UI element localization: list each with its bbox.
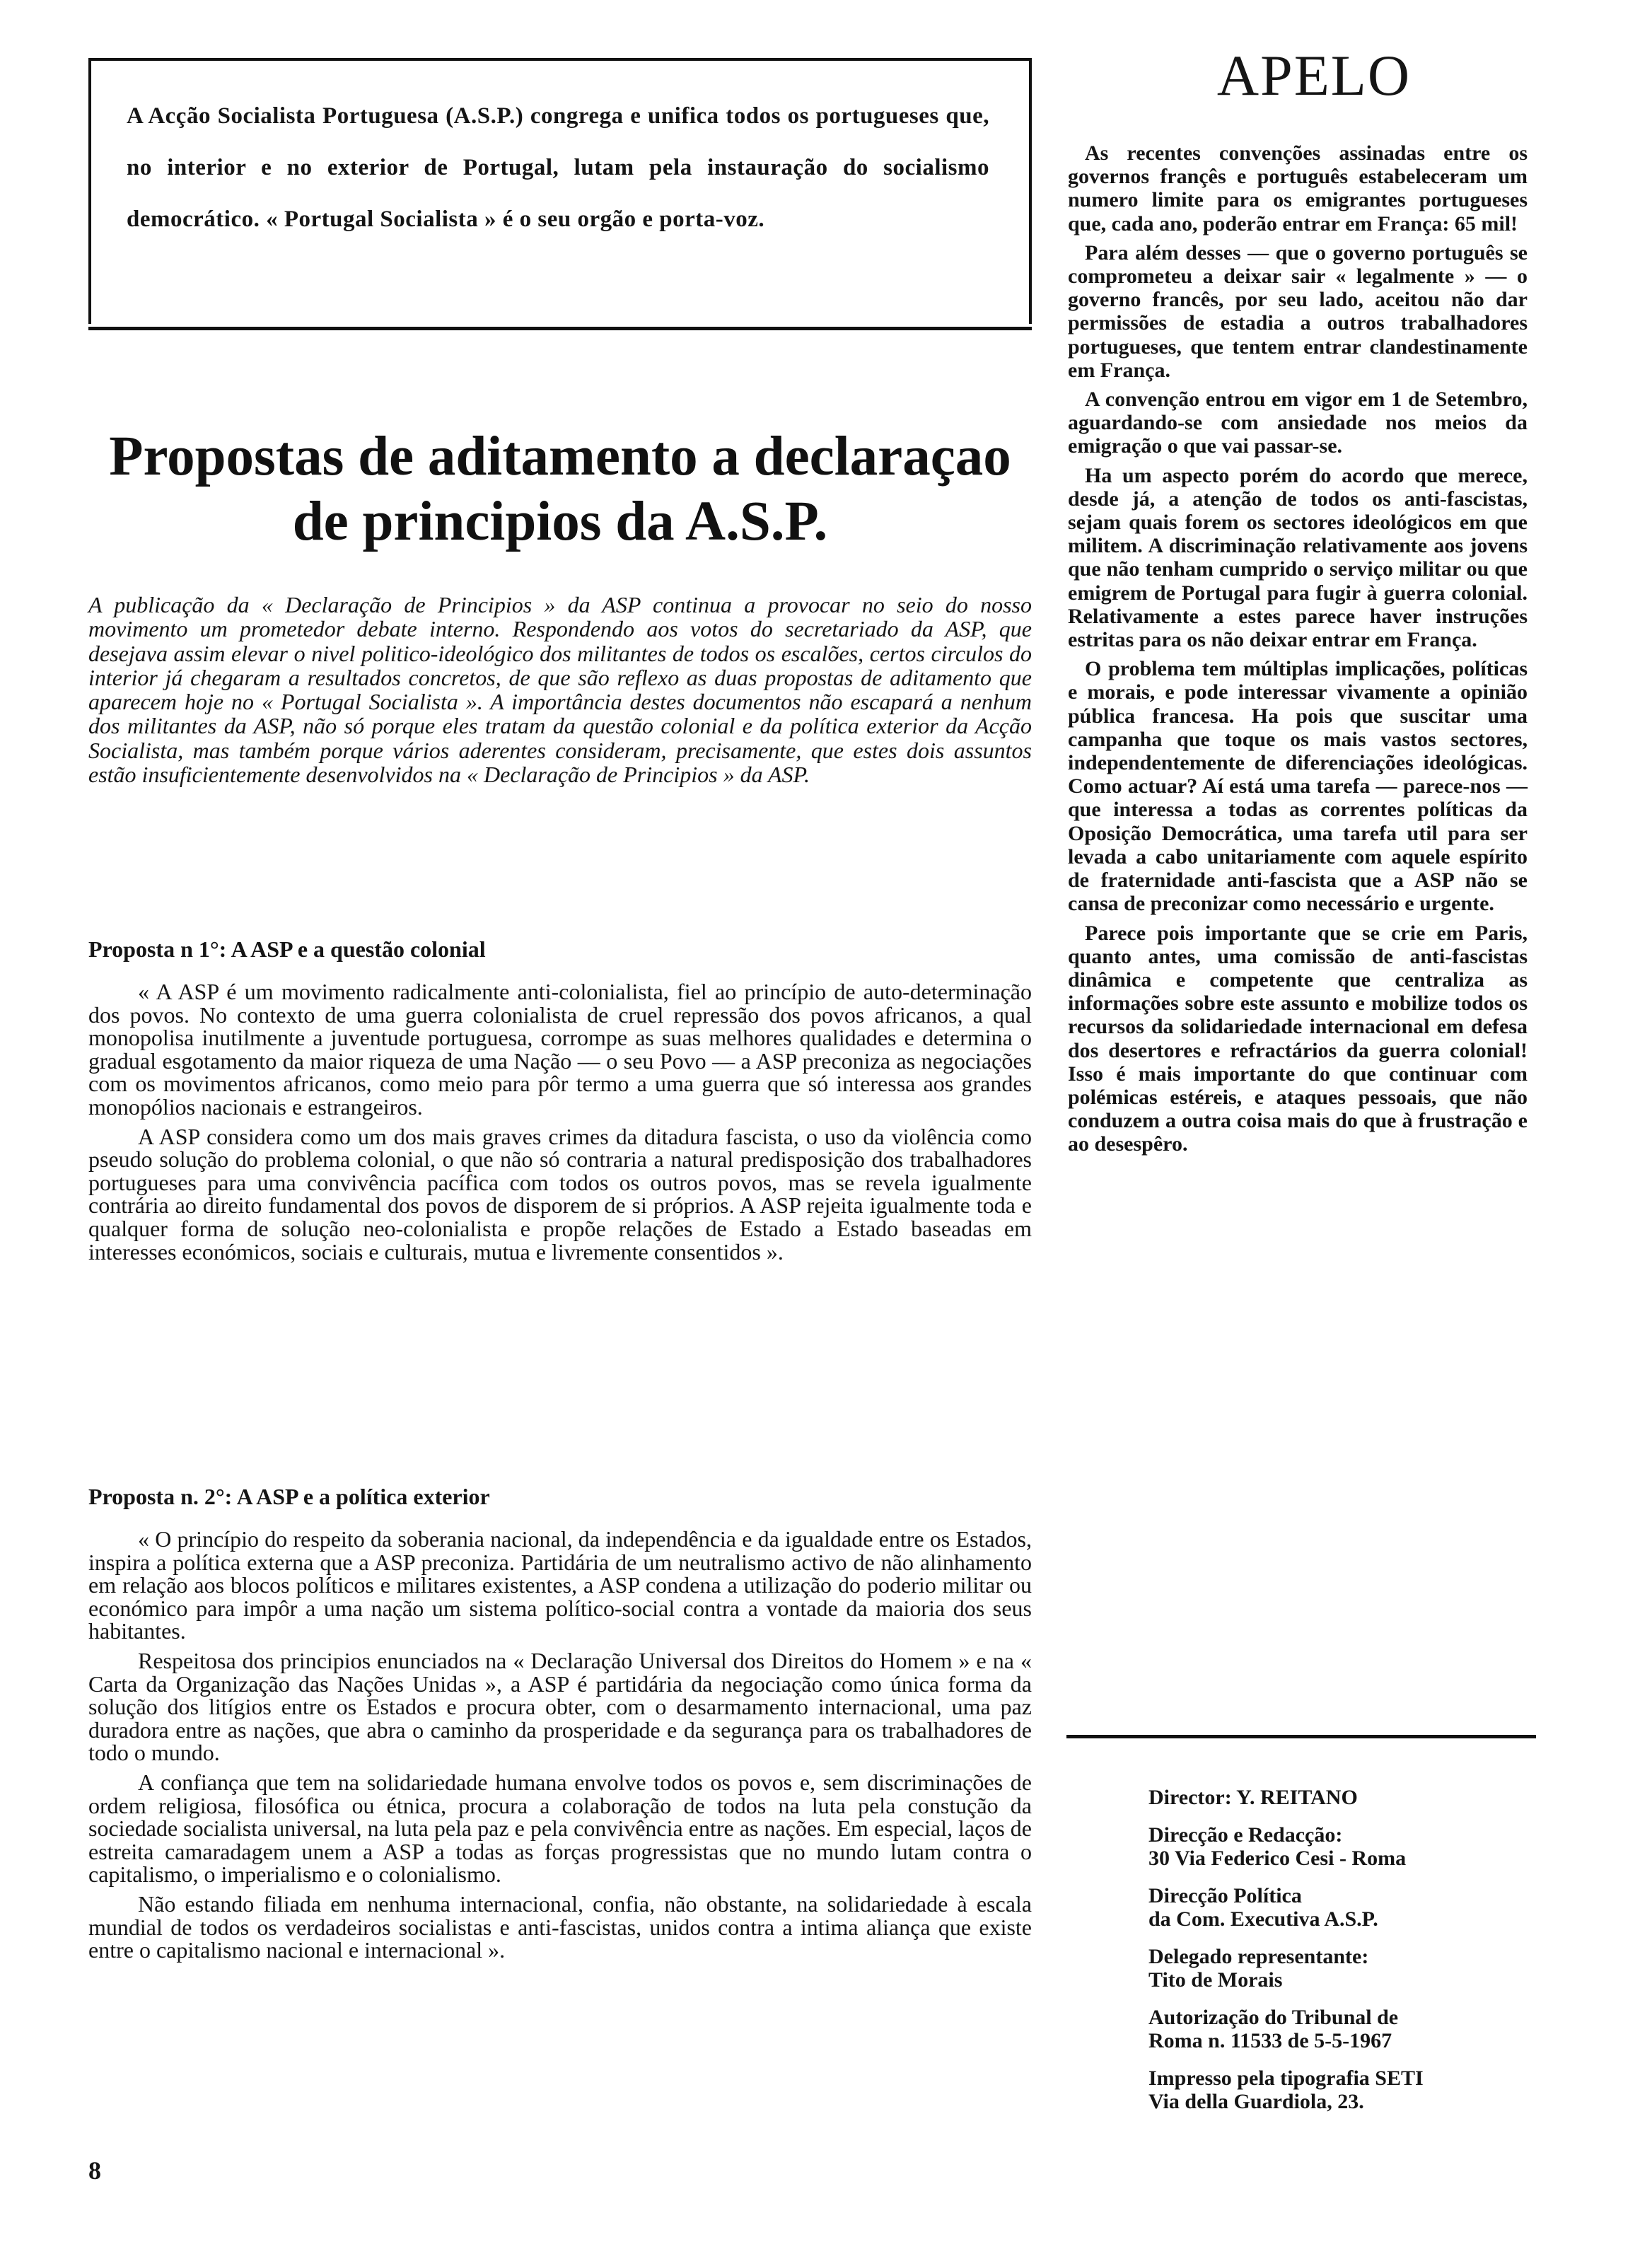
article-lead: A publicação da « Declaração de Principios » da ASP continua a provocar no seio do nosso movimento um prometedor debate interno. Respondendo aos votos do secretariado da ASP, que desejava assim elevar o nivel politico-ideológico dos militantes de todos os escalões, certos circulos do interior já chegaram a resultados concretos, de que são reflexo as duas propostas de aditamento que aparecem hoje no « Portugal Socialista ». A importância destes documentos não escapará a nenhum dos militantes da ASP, não só porque eles tratam da questão colonial e da política exterior da Acção Socialista, mas também porque vários aderentes consideram, precisamente, que estes dois assuntos estão insuficientemente desenvolvidos na « Declaração de Principios » da ASP.: [88, 592, 1032, 788]
intro-box-bottom-rule: [88, 327, 1032, 330]
section-paragraph: « A ASP é um movimento radicalmente anti-colonialista, fiel ao princípio de auto-determinação dos povos. No contexto de uma guerra colonialista de cruel repressão dos povos africanos, a qual monopolisa inutilmente a juventude portuguesa, corrompe as suas melhores qualidades e determina o gradual esgotamento da maior riqueza de uma Nação — o seu Povo — a ASP preconiza as negociações com os movimentos africanos, como meio para pôr termo a uma guerra que só interessa aos grandes monopólios nacionais e estrangeiros.: [88, 979, 1032, 1120]
apelo-paragraph: A convenção entrou em vigor em 1 de Setembro, aguardando-se com ansiedade nos meios da emigração o que vai passar-se.: [1068, 388, 1528, 458]
intro-text: A Acção Socialista Portuguesa (A.S.P.) congrega e unifica todos os portugueses que, no interior e no exterior de Portugal, lutam pela instauração do socialismo democrático. « Portugal Socialista » é o seu orgão e porta-voz.: [127, 103, 989, 232]
masthead-court-authorization: Autorização do Tribunal de Roma n. 11533 de 5-5-1967: [1148, 2006, 1399, 2052]
section-paragraph: A ASP considera como um dos mais graves crimes da ditadura fascista, o uso da violência como pseudo solução do problema colonial, o que não só contraria a natural predisposição dos trabalhadores portugueses para uma convivência pacífica com todos os outros povos, mas se revela igualmente contrária ao direito fundamental dos povos de disporem de si próprios. A ASP rejeita igualmente toda e qualquer forma de solução neo-colonialista e propõe relações de Estado a Estado baseadas em interesses económicos, sociais e culturais, mutua e livremente consentidos ».: [88, 1123, 1032, 1265]
masthead-political-direction: Direcção Política da Com. Executiva A.S.P.: [1148, 1884, 1378, 1931]
section-heading-colonial: Proposta n 1°: A ASP e a questão colonial: [88, 936, 486, 962]
apelo-column: [1068, 141, 1528, 1162]
masthead-editorial-office: Direcção e Redacção: 30 Via Federico Cesi - Roma: [1148, 1823, 1407, 1870]
section-body-foreign-policy: [88, 1528, 1032, 1968]
apelo-title: APELO: [1216, 43, 1412, 107]
masthead-printer: Impresso pela tipografia SETI Via della Guardiola, 23.: [1148, 2067, 1424, 2113]
section-heading-foreign-policy: Proposta n. 2°: A ASP e a política exterior: [88, 1484, 490, 1509]
apelo-paragraph: Ha um aspecto porém do acordo que merece, desde já, a atenção de todos os anti-fascistas, sejam quais forem os sectores ideológicos em que militem. A discriminação relativamente aos jovens que não tenham cumprido o serviço militar ou que emigrem de Portugal para fugir à guerra colonial. Relativamente a estes parece haver instruções estritas para os não deixar entrar em França.: [1068, 463, 1528, 652]
apelo-paragraph: Parece pois importante que se crie em Paris, quanto antes, uma comissão de anti-fascistas dinâmica e competente que centraliza as informações sobre este assunto e mobilize todos os recursos da solidariedade internacional em defesa dos desertores e refractários da guerra colonial! Isso é mais importante do que continuar com polémicas estéreis, e ataques pessoais, que não conduzem a outra coisa mais do que à frustração e ao desespêro.: [1068, 921, 1528, 1156]
masthead: [1148, 1786, 1516, 2127]
apelo-paragraph: O problema tem múltiplas implicações, políticas e morais, e pode interessar vivamente a opinião pública francesa. Ha pois que suscitar uma campanha que toque os mais vastos sectores, independentemente de diferenciações ideológicas. Como actuar? Aí está uma tarefa — parece-nos — que interessa a todas as correntes políticas da Oposição Democrática, uma tarefa util para ser levada a cabo unitariamente com aquele espírito de fraternidade anti-fascista que a ASP não se cansa de preconizar como necessário e urgente.: [1068, 657, 1528, 916]
section-body-colonial: [88, 980, 1032, 1269]
apelo-paragraph: Para além desses — que o governo português se comprometeu a deixar sair « legalmente » — o governo francês, por seu lado, aceitou não dar permissões de estadia a outros trabalhadores portugueses, que tentem entrar clandestinamente em França.: [1068, 240, 1528, 382]
page-number: 8: [88, 2156, 101, 2185]
article-title: Propostas de aditamento a declaraçao de principios da A.S.P.: [109, 426, 1011, 552]
section-paragraph: Respeitosa dos principios enunciados na « Declaração Universal dos Direitos do Homem » e na « Carta da Organização das Nações Unidas », a ASP é partidária da negociação como única forma da solução dos litígios entre os Estados e procura obter, com o desarmamento internacional, uma paz duradora entre as nações, que abra o caminho da prosperidade e da segurança para os trabalhadores de todo o mundo.: [88, 1647, 1032, 1766]
apelo-paragraph: As recentes convenções assinadas entre os governos françês e português estabeleceram um numero limite para os emigrantes portugueses que, cada ano, poderão entrar em França: 65 mil!: [1068, 141, 1528, 236]
section-paragraph: « O princípio do respeito da soberania nacional, da independência e da igualdade entre os Estados, inspira a política externa que a ASP preconiza. Partidária de um neutralismo activo de não alinhamento em relação aos blocos políticos e militares existentes, a ASP condena a utilização do poderio militar ou económico para impôr a uma nação um sistema político-social contra a vontade da maioria dos seus habitantes.: [88, 1526, 1032, 1644]
column-divider-rule: [1066, 1735, 1536, 1738]
intro-box: [88, 58, 1032, 324]
section-paragraph: Não estando filiada em nenhuma internacional, confia, não obstante, na solidariedade à escala mundial de todos os verdadeiros socialistas e anti-fascistas, unidos contra a intima aliança que existe entre o capitalismo nacional e internacional ».: [88, 1890, 1032, 1963]
section-paragraph: A confiança que tem na solidariedade humana envolve todos os povos e, sem discriminações de ordem religiosa, filosófica ou étnica, procura a colaboração de todos na luta pela constução da sociedade socialista universal, na luta pela paz e pela convivência entre as nações. Em especial, laços de estreita camaradagem unem a ASP a todas as forças progressistas que no mundo lutam contra o capitalismo, o imperialismo e o colonialismo.: [88, 1769, 1032, 1888]
masthead-director: Director: Y. REITANO: [1148, 1786, 1358, 1809]
masthead-delegate: Delegado representante: Tito de Morais: [1148, 1945, 1369, 1992]
